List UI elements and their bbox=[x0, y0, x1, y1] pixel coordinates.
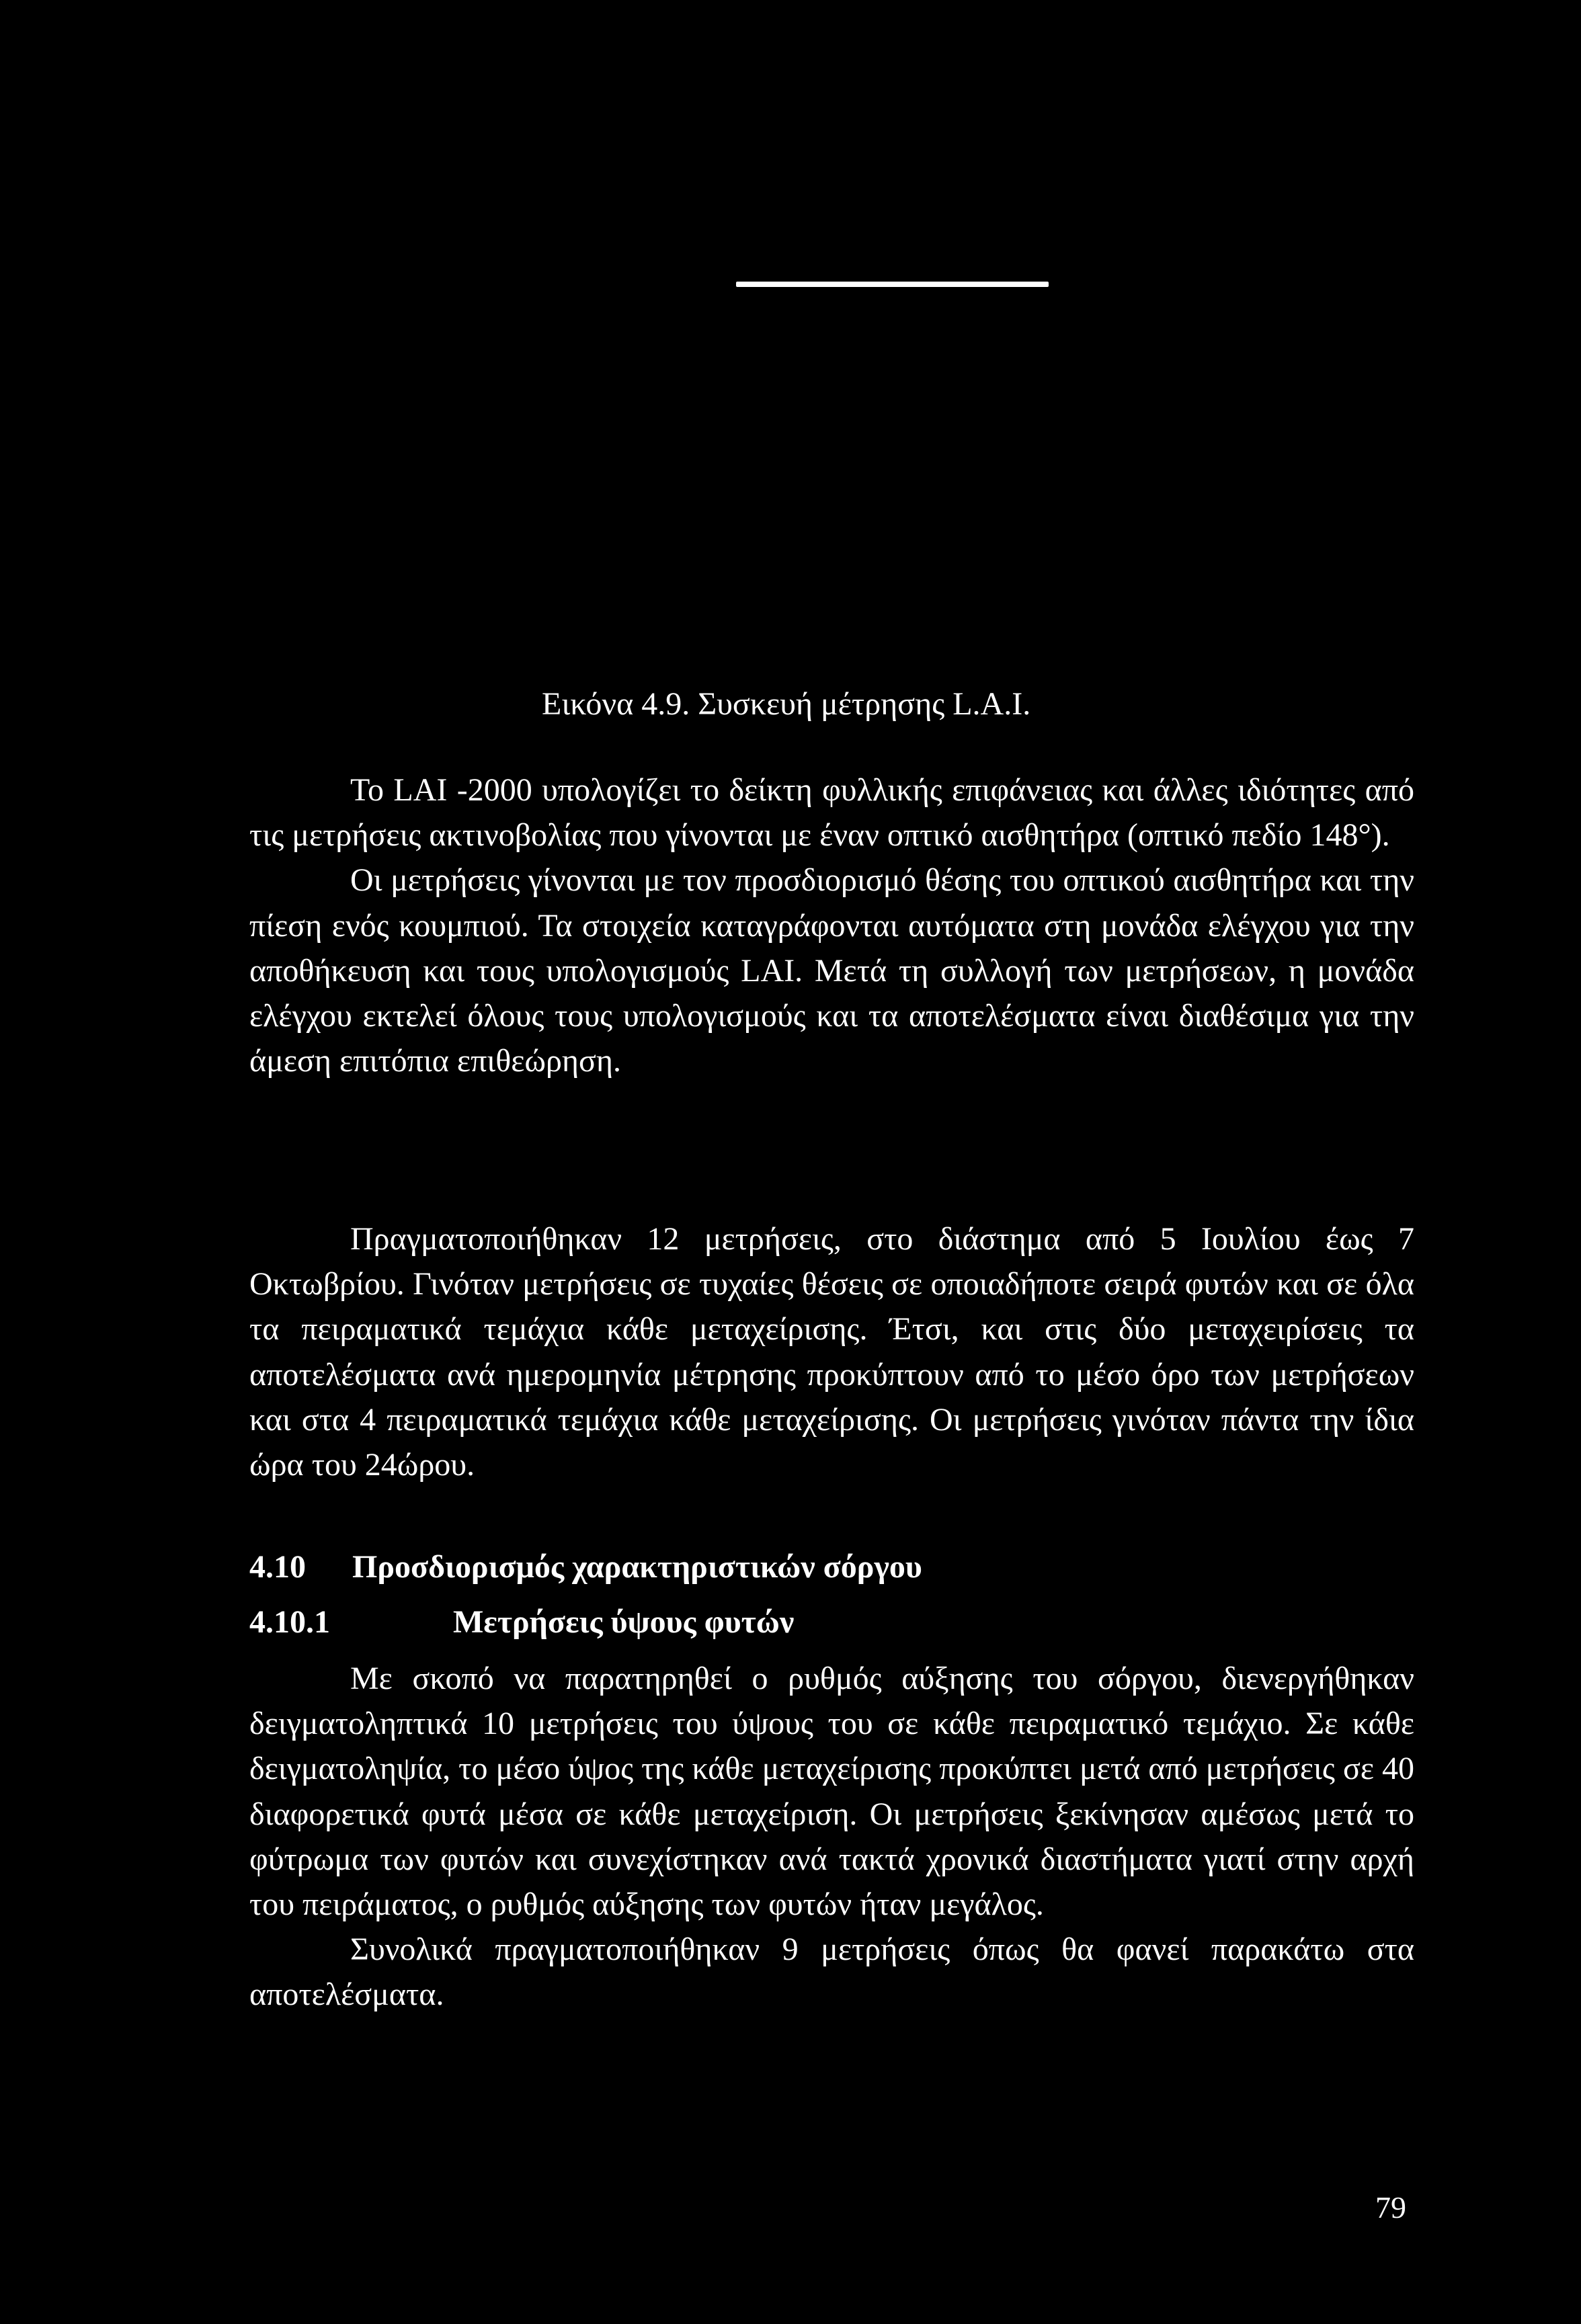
paragraph: Το LAI -2000 υπολογίζει το δείκτη φυλλικής επιφάνειας και άλλες ιδιότητες από τις μετρήσεις ακτινοβολίας που γίνονται με έναν οπτικό αισθητήρα (οπτικό πεδίο 148°). bbox=[249, 772, 1414, 854]
section-heading bbox=[249, 1547, 922, 1587]
subsection-number: 4.10.1 bbox=[249, 1604, 330, 1640]
paragraph: Συνολικά πραγματοποιήθηκαν 9 μετρήσεις όπως θα φανεί παρακάτω στα αποτελέσματα. bbox=[249, 1932, 1414, 2013]
section-number: 4.10 bbox=[249, 1549, 306, 1585]
subsection-heading bbox=[249, 1602, 794, 1643]
subsection-title: Μετρήσεις ύψους φυτών bbox=[453, 1604, 795, 1640]
paragraph: Με σκοπό να παρατηρηθεί ο ρυθμός αύξησης του σόργου, διενεργήθηκαν δειγματοληπτικά 10 μετρήσεις του ύψους του σε κάθε πειραματικό τεμάχιο. Σε κάθε δειγματοληψία, το μέσο ύψος της κάθε μεταχείρισης προκύπτει μετά από μετρήσεις σε 40 διαφορετικά φυτά μέσα σε κάθε μεταχείριση. Οι μετρήσεις ξεκίνησαν αμέσως μετά το φύτρωμα των φυτών και συνεχίστηκαν ανά τακτά χρονικά διαστήματα γιατί στην αρχή του πειράματος, ο ρυθμός αύξησης των φυτών ήταν μεγάλος. bbox=[249, 1661, 1414, 1923]
figure-top-edge bbox=[736, 282, 1049, 287]
plant-height-text bbox=[249, 1656, 1414, 2018]
intro-text bbox=[249, 767, 1414, 1083]
page-number: 79 bbox=[1375, 2190, 1406, 2225]
section-title: Προσδιορισμός χαρακτηριστικών σόργου bbox=[352, 1549, 922, 1585]
measurement-text bbox=[249, 1216, 1414, 1487]
paragraph: Πραγματοποιήθηκαν 12 μετρήσεις, στο διάστημα από 5 Ιουλίου έως 7 Οκτωβρίου. Γινόταν μετρήσεις σε τυχαίες θέσεις σε οποιαδήποτε σειρά φυτών και σε όλα τα πειραματικά τεμάχια κάθε μεταχείρισης. Έτσι, και στις δύο μεταχειρίσεις τα αποτελέσματα ανά ημερομηνία μέτρησης προκύπτουν από το μέσο όρο των μετρήσεων και στα 4 πειραματικά τεμάχια κάθε μεταχείρισης. Οι μετρήσεις γινόταν πάντα την ίδια ώρα του 24ώρου. bbox=[249, 1221, 1414, 1483]
paragraph: Οι μετρήσεις γίνονται με τον προσδιορισμό θέσης του οπτικού αισθητήρα και την πίεση ενός κουμπιού. Τα στοιχεία καταγράφονται αυτόματα στη μονάδα ελέγχου για την αποθήκευση και τους υπολογισμούς LAI. Μετά τη συλλογή των μετρήσεων, η μονάδα ελέγχου εκτελεί όλους τους υπολογισμούς και τα αποτελέσματα είναι διαθέσιμα για την άμεση επιτόπια επιθεώρηση. bbox=[249, 862, 1414, 1079]
figure-caption: Εικόνα 4.9. Συσκευή μέτρησης L.A.I. bbox=[542, 686, 1031, 722]
